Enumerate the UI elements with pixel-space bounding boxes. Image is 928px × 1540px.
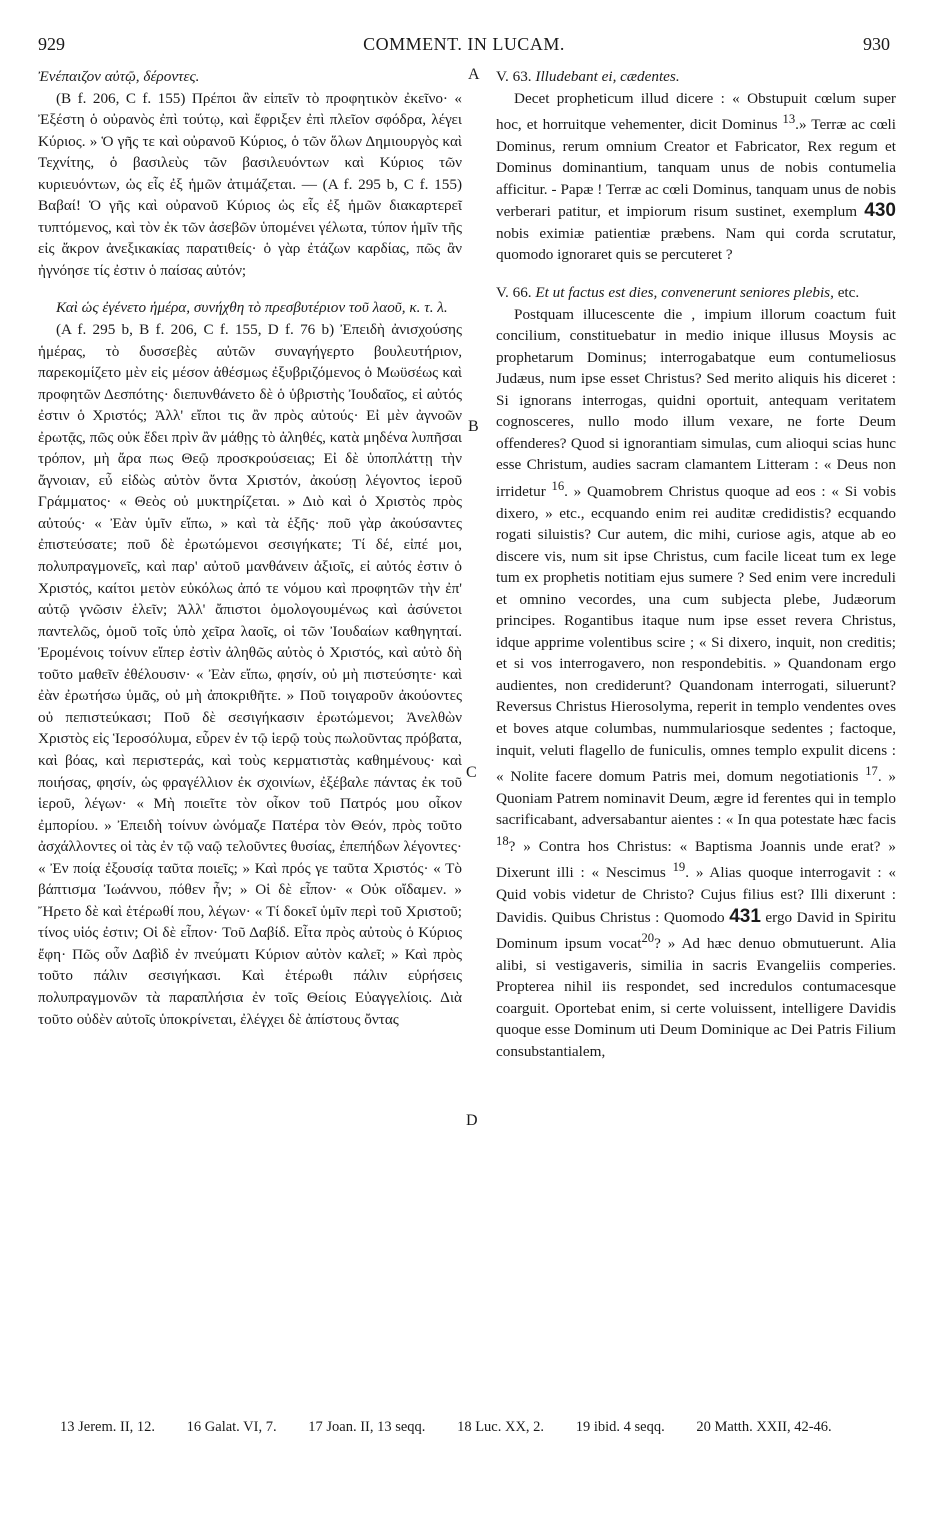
greek-paragraph-2: (A f. 295 b, B f. 206, C f. 155, D f. 76 b) Ἐπειδὴ ἀνισχούσης ἡμέρας, τὸ δυσσεβὲς αὐτῶν συναγήγερτο βουλευτήριον, παρεκομίζετο μὲν εἰς μέσον ἀθέσμως ἐξυβριζόμενος ὁ Μωϋσέως καὶ προφητῶν Δεσπότης· διεπυνθάνετο δὲ ὁ ὑβριστὴς Ἰουδαῖος, εἰ αὐτός ἐστιν ὁ Χριστός; Ἀλλ' εἴποι τις ἂν πρὸς αὐτούς· Εἰ μὲν ἀγνοῶν ἐρωτᾷς, πῶς οὐκ ἔδει πρὶν ἂν μάθῃς τὸ ἀληθές, κατὰ μηδένα λυπῆσαι τρόπον, μὴ ἄρα πως Θεῷ προσκρούσειας; Εἰ δὲ ὑποπλάττῃ τὴν ἄγνοιαν, εὖ εἰδὼς αὐτὸν ὄντα Χριστόν, ἀκούσῃ λέγοντος ἱεροῦ Γράμματος· « Θεὸς οὐ μυκτηρίζεται. » Διὸ καὶ ὁ Χριστὸς πρὸς αὐτούς· « Ἐὰν ὑμῖν εἴπω, » καὶ τὰ ἑξῆς· ποῦ γὰρ ἀκούσαντες ἐπιστεύσατε; ποῦ δὲ ἐρωτώμενοι σεσιγήκατε; Τί δέ, εἰπέ μοι, πολυπραγμονεῖς, καὶ παρ' αὐτοῦ μανθάνειν ἀξιοῖς, εἰ αὐτός ἐστιν ὁ Χριστός, καίτοι μετὸν εὐκόλως ἀπό τε νόμου καὶ προφητῶν τὴν ἐπ' αὐτῷ γνῶσιν ἑλεῖν; Ἀλλ' ἄπιστοι ὁμολογουμένως καὶ ἀσύνετοι παντελῶς, ὁμοῦ τοῖς ὑπὸ χεῖρα λαοῖς, οἱ τῶν Ἰουδαίων καθηγηταί. Ἐρομένοις τοίνυν εἴπερ ἐστὶν ἀληθῶς αὐτὸς ὁ Χριστός, καὶ αὐτὸ δὴ τοῦτο μαθεῖν ἐθέλουσιν· « Ἐὰν εἴπω, φησίν, οὐ μὴ πιστεύσητε· καὶ ἐὰν ἐρωτήσω ὑμᾶς, οὐ μὴ ἀποκριθῆτε. » Ποῦ τοιγαροῦν ἀκούοντες οὐ πεπιστεύκασι; Ποῦ δὲ σεσιγήκασιν ἐρωτώμενοι; Ἀνελθὼν Χριστὸς εἰς Ἱεροσόλυμα, εὗρεν ἐν τῷ ἱερῷ τοὺς πωλοῦντας πρόβατα, καὶ βόας, καὶ περιστεράς, καὶ τοὺς κερματιστὰς καθημένους· καὶ ποιήσας, φησίν, ὡς φραγέλλιον ἐκ σχοινίων, ἐξέβαλε πάντας ἐκ τοῦ ἱεροῦ, λέγων· « Μὴ ποιεῖτε τὸν οἶκον τοῦ Πατρός μου οἶκον ἐμπορίου. » Ἐπειδὴ τοίνυν ὠνόμαζε Πατέρα τὸν Θεόν, πρὸς τοῦτο ἀσχάλλοντες οἱ τὰς ἐν τῷ ναῷ τελοῦντες θυσίας, ἐπεπήδων λέγοντες· « Ἐν ποίᾳ ἐξουσίᾳ ταῦτα ποιεῖς; » Καὶ πρός γε ταῦτα Χριστός· « Τὸ βάπτισμα Ἰωάννου, πόθεν ἦν; » Οἱ δὲ εἶπον· « Οὐκ οἴδαμεν. » Ἤρετο δὲ καὶ ἑτέρωθί που, λέγων· « Τί δοκεῖ ὑμῖν περὶ τοῦ Χριστοῦ; τίνος υἱός ἐστιν; Οἱ δὲ εἶπον· Τοῦ Δαβίδ. Εἶτα πρὸς αὐτοὺς ὁ Κύριος ἔφη· Πῶς οὖν Δαβὶδ ἐν πνεύματι Κύριον αὐτὸν καλεῖ; » Καὶ πρὸς τοῦτο πάλιν σεσιγήκασι. Καὶ ἑτέρωθι πάλιν εὑρήσεις πολυπραγμονῶν τὰ παραπλήσια ἐν τοῖς Θείοις Εὐαγγελίοις. Διὰ τοῦτο οὐδὲν αὐτοῖς ὑποκρίνεται, ἐλέγχει δὲ ἀπίστους ὄντας [38,321,462,1028]
footnote-ref-13: 13 [782,112,796,127]
verse-ref-63: V. 63. [496,68,532,85]
verse-ref-66: V. 66. [496,283,532,301]
margin-letter-b: B [468,418,479,435]
footnote-ref-17: 17 [865,764,878,779]
lemma-text-66: Et ut factus est dies, convenerunt seniores plebis, [535,283,834,301]
footnote-19: 19 ibid. 4 seqq. [575,1419,665,1435]
latin-lemma-2: V. 66. Et ut factus est dies, convenerunt seniores plebis, etc. [496,283,860,301]
margin-letter-c: C [466,764,477,781]
footnote-13: 13 Jerem. II, 12. [60,1419,156,1435]
page-number-right: 930 [863,34,890,54]
greek-paragraph-1: (B f. 206, C f. 155) Πρέποι ἂν εἰπεῖν τὸ προφητικὸν ἐκεῖνο· « Ἐξέστη ὁ οὐρανὸς ἐπὶ τούτῳ, καὶ ἔφριξεν ἐπὶ πλεῖον σφόδρα, λέγει Κύριος. » Ὁ γῆς τε καὶ οὐρανοῦ Κύριος, ὁ τῶν ὅλων Δημιουργὸς καὶ Τεχνίτης, ὁ βασιλεὺς τῶν βασιλευόντων καὶ Κύριος τῶν κυριευόντων, ὡς εἷς ἐξ ἡμῶν ἀτιμάζεται. — (A f. 295 b, C f. 155) Βαβαί! Ὁ γῆς καὶ οὐρανοῦ Κύριος ὡς εἷς ἐξ ἡμῶν διακαρτερεῖ τυπτόμενος, καὶ τὸν ἐκ τῶν ἀσεβῶν ὑπομένει γέλωτα, τύπον ἡμῖν τῆς εἰς ἄκρον ἀνεξικακίας παρατιθείς· ὁ γὰρ ἐτάζων καρδίας, πῶς ἂν ἠγνόησε τίς ἐστιν ὁ παίσας αὐτόν; [38,89,462,279]
footnotes [60,1417,894,1438]
lemma-text-63: Illudebant ei, cædentes. [535,68,680,85]
greek-column [38,66,462,1030]
latin-paragraph-2: Postquam illucescente die , impium illorum coactum fuit concilium, constituebatur in medio inique illusus Moysis ac prophetarum Dominus; interrogabatque eum contumeliosus Judæus, num ipse esset Christus? Sed merito aliquis his diceret : Si ignorans interrogas, quidni oportuit, antequam veritatem cognosceres, nullo modo illum vexare, ne forte Deum offenderes? Quod si ignorantiam simulas, cum alioqui scias hunc esse Christum, audies sacram clamantem Litteram : « Deus non irridetur $^{16}$. » Quamobrem Christus quoque ad eos : « Si vobis dixero, » etc., ecquando enim rei auditæ credidistis? ecquando rogati siluistis? Cur autem, dic mihi, curiose agis, atque ab eo discere vis, num sit ipse Christus, cum facile liceat tum ex lege tum ex prophetis notitiam ejus sumere ? Sed enim vere increduli et omnino vecordes, una cum subjecta plebe, Judæorum principes. Rogantibus itaque num ipse esset revera Christus, idque apprime volentibus scire ; « Si dixero, inquit, non creditis; et si vos interrogavero, non respondebitis. » Quandonam ergo audientes, non crediderunt? Quandonam interrogati, siluerunt? Reversus Christus Hierosolyma, reperit in templo vendentes oves et boves atque columbas, nummulariosque sedentes ; factoque, inquit, veluti flagello de funiculis, omnes templo expulit dicens : « Nolite facere domum Patris mei, domum negotiationis $^{17}$. » Quoniam Patrem nominavit Deum, ægre id ferentes qui in templo sacrificabant, adversabantur aientes : « In qua potestate hæc facis $^{18}$? » Contra hos Christus: « Baptisma Joannis unde erat? » Dixerunt illi : « Nescimus $^{19}$. » Alias quoque interrogavit : « Quid vobis videtur de Christo? Cujus filius est? Illi dixerunt : Davidis. Quibus Christus : Quomodo 431 ergo David in Spiritu Dominum ipsum vocat$^{20}$? » Ad hæc denuo obmutuerunt. Alia alibi, si vestigaveris, similia in sacris Evangeliis comperies. Propterea nihil iis respondet, sed incredulos contumacesque coarguit. Oportebat enim, si certe voluissent, intelligere Davidis quoque esse Dominum uti Deum Dominique ac Dei Patris Filium consubstantialem, [496,305,897,1060]
latin-paragraph-1: Decet propheticum illud dicere : « Obstupuit cœlum super hoc, et horruitque vehementer, dicit Dominus $^{13}$.» Terræ ac cœli Dominus, rerum omnium Creator et Fabricator, Rex regum et Dominus dominantium, tanquam unus de nobis contumelia afficitur. - Papæ ! Terræ ac cœli Dominus, tanquam unus de nobis verberari patitur, et impiorum risum sustinet, exemplum 430 nobis eximiæ patientiæ præbens. Nam qui corda scrutatur, quomodo ignoraret quis se percuteret ? [496,89,896,264]
footnote-20: 20 Matth. XXII, 42-46. [696,1419,832,1435]
footnote-ref-18: 18 [496,833,509,848]
column-number-430: 430 [864,200,896,222]
latin-column [496,66,896,1062]
running-head-title: COMMENT. IN LUCAM. [363,34,565,54]
greek-lemma-1: Ἐνέπαιζον αὐτῷ, δέροντες. [38,68,200,85]
margin-letter-a: A [468,66,480,83]
greek-lemma-2: Καὶ ὡς ἐγένετο ἡμέρα, συνήχθη τὸ πρεσβυτέριον τοῦ λαοῦ, κ. τ. λ. [56,299,448,317]
footnote-16: 16 Galat. VI, 7. [186,1419,277,1435]
running-header [38,34,890,58]
footnote-ref-16: 16 [551,478,565,493]
column-number-431: 431 [729,905,761,927]
footnote-17: 17 Joan. II, 13 seqq. [308,1419,426,1435]
footnote-ref-19: 19 [672,860,686,875]
page-number-left: 929 [38,34,65,54]
footnote-ref-20: 20 [641,931,655,946]
latin-lemma-1 [496,66,896,88]
footnote-18: 18 Luc. XX, 2. [457,1419,545,1435]
margin-letter-d: D [466,1112,478,1129]
